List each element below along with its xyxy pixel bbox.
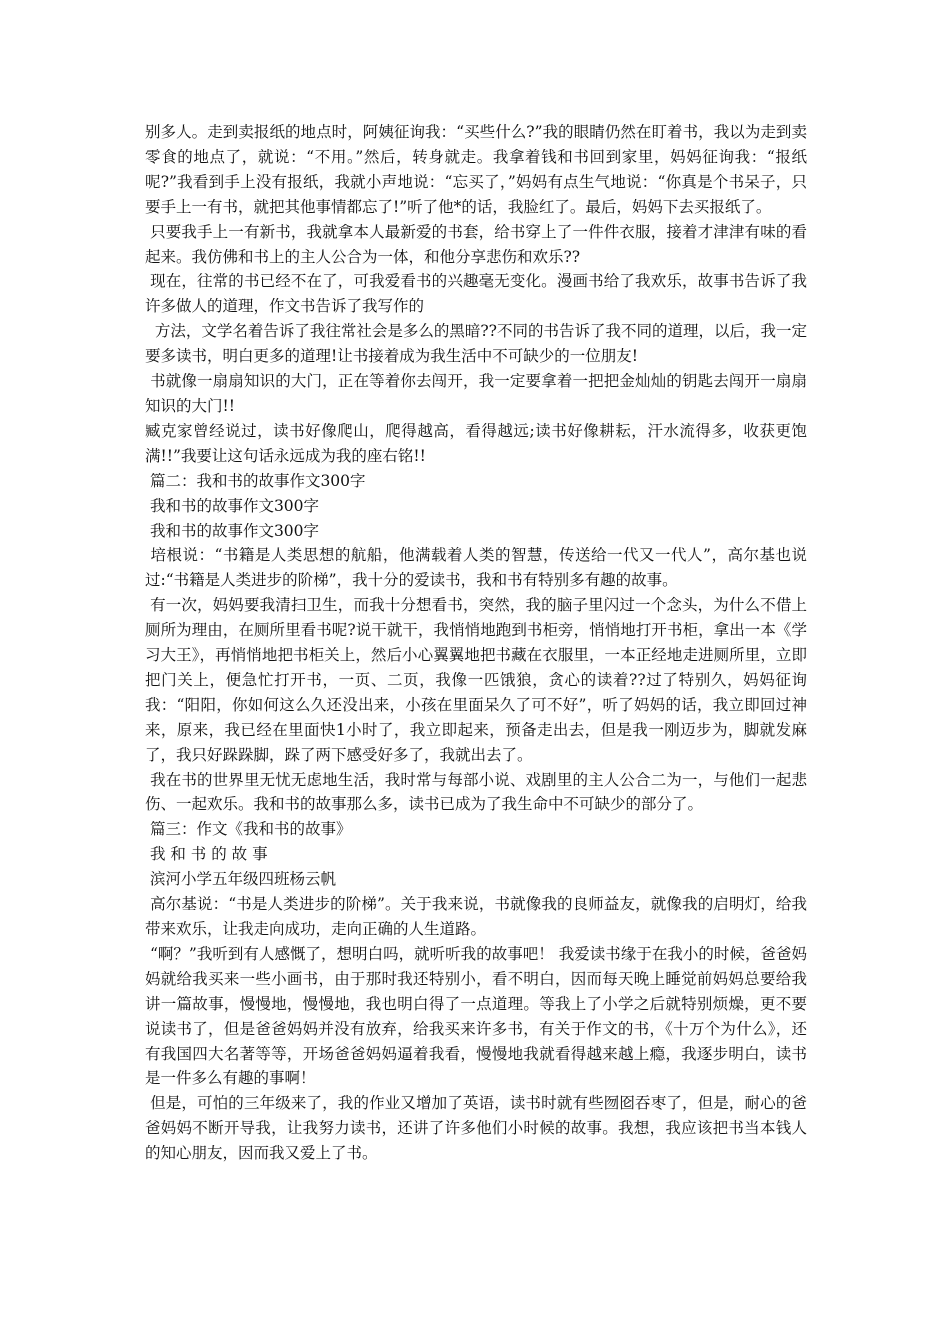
- document-page: [145, 120, 807, 1166]
- paragraph-1: 别多人。走到卖报纸的地点时，阿姨征询我：“买些什么?”我的眼睛仍然在盯着书，我以为走到卖零食的地点了，就说：“不用。”然后，转身就走。我拿着钱和书回到家里，妈妈征询我：“报纸呢?”我看到手上没有报纸，我就小声地说：“忘买了，”妈妈有点生气地说：“你真是个书呆子，只要手上一有书，就把其他事情都忘了!”听了他*的话，我脸红了。最后，妈妈下去买报纸了。: [145, 123, 807, 216]
- paragraph-2: 只要我手上一有新书，我就拿本人最新爱的书套，给书穿上了一件件衣服，接着才津津有味的看起来。我仿佛和书上的主人公合为一体，和他分享悲伤和欢乐??: [145, 222, 807, 266]
- paragraph-10: 高尔基说：“书是人类进步的阶梯”。关于我来说，书就像我的良师益友，就像我的启明灯，给我带来欢乐，让我走向成功，走向正确的人生道路。: [145, 895, 807, 938]
- essay-title: 我 和 书 的 故 事: [145, 845, 268, 864]
- section-heading-3: 篇三：作文《我和书的故事》: [145, 820, 352, 839]
- paragraph-12: 但是，可怕的三年级来了，我的作业又增加了英语，读书时就有些囫囵吞枣了，但是，耐心的爸爸妈妈不断开导我，让我努力读书，还讲了许多他们小时候的故事。我想，我应该把书当本钱人的知心朋友，因而我又爱上了书。: [145, 1094, 807, 1163]
- paragraph-4: 方法，文学名着告诉了我往常社会是多么的黑暗??不同的书告诉了我不同的道理，以后，我一定要多读书，明白更多的道理!让书接着成为我生活中不可缺少的一位朋友!: [145, 322, 807, 366]
- section-title-line-2: 我和书的故事作文300字: [145, 521, 320, 540]
- paragraph-8: 有一次，妈妈要我清扫卫生，而我十分想看书，突然，我的脑子里闪过一个念头，为什么不借上厕所为理由，在厕所里看书呢?说干就干，我悄悄地跑到书柜旁，悄悄地打开书柜，拿出一本《学习大王》，再悄悄地把书柜关上，然后小心翼翼地把书藏在衣服里，一本正经地走进厕所里，立即把门关上，便急忙打开书，一页、二页，我像一匹饿狼，贪心的读着??过了特别久，妈妈征询我：“阳阳，你如何这么久还没出来，小孩在里面呆久了可不好”，听了妈妈的话，我立即回过神来，原来，我已经在里面快1小时了，我立即起来，预备走出去，但是我一刚迈步为，脚就发麻了，我只好跺跺脚，跺了两下感受好多了，我就出去了。: [145, 596, 807, 764]
- essay-author: 滨河小学五年级四班杨云帆: [145, 870, 336, 889]
- section-heading-2: 篇二：我和书的故事作文300字: [145, 471, 366, 490]
- section-title-line-1: 我和书的故事作文300字: [145, 496, 320, 515]
- paragraph-9: 我在书的世界里无忧无虑地生活，我时常与每部小说、戏剧里的主人公合二为一，与他们一起悲伤、一起欢乐。我和书的故事那么多，读书已成为了我生命中不可缺少的部分了。: [145, 770, 807, 814]
- paragraph-3: 现在，往常的书已经不在了，可我爱看书的兴趣毫无变化。漫画书给了我欢乐，故事书告诉了我许多做人的道理，作文书告诉了我写作的: [145, 272, 807, 316]
- paragraph-6: 臧克家曾经说过，读书好像爬山，爬得越高，看得越远;读书好像耕耘，汗水流得多，收获更饱满!!”我要让这句话永远成为我的座右铭!!: [145, 421, 807, 465]
- paragraph-11: “啊？”我听到有人感慨了，想明白吗，就听听我的故事吧！ 我爱读书缘于在我小的时候，爸爸妈妈就给我买来一些小画书，由于那时我还特别小，看不明白，因而每天晚上睡觉前妈妈总要给我讲一篇故事，慢慢地，慢慢地，我也明白得了一点道理。等我上了小学之后就特别烦燥，更不要说读书了，但是爸爸妈妈并没有放弃，给我买来许多书，有关于作文的书，《十万个为什么》，还有我国四大名著等等，开场爸爸妈妈逼着我看，慢慢地我就看得越来越上瘾，我逐步明白，读书是一件多么有趣的事啊！: [145, 944, 807, 1088]
- paragraph-5: 书就像一扇扇知识的大门，正在等着你去闯开，我一定要拿着一把把金灿灿的钥匙去闯开一扇扇知识的大门!!: [145, 372, 807, 415]
- paragraph-7: 培根说：“书籍是人类思想的航船，他满载着人类的智慧，传送给一代又一代人”，高尔基也说过:“书籍是人类进步的阶梯”，我十分的爱读书，我和书有特别多有趣的故事。: [145, 546, 807, 590]
